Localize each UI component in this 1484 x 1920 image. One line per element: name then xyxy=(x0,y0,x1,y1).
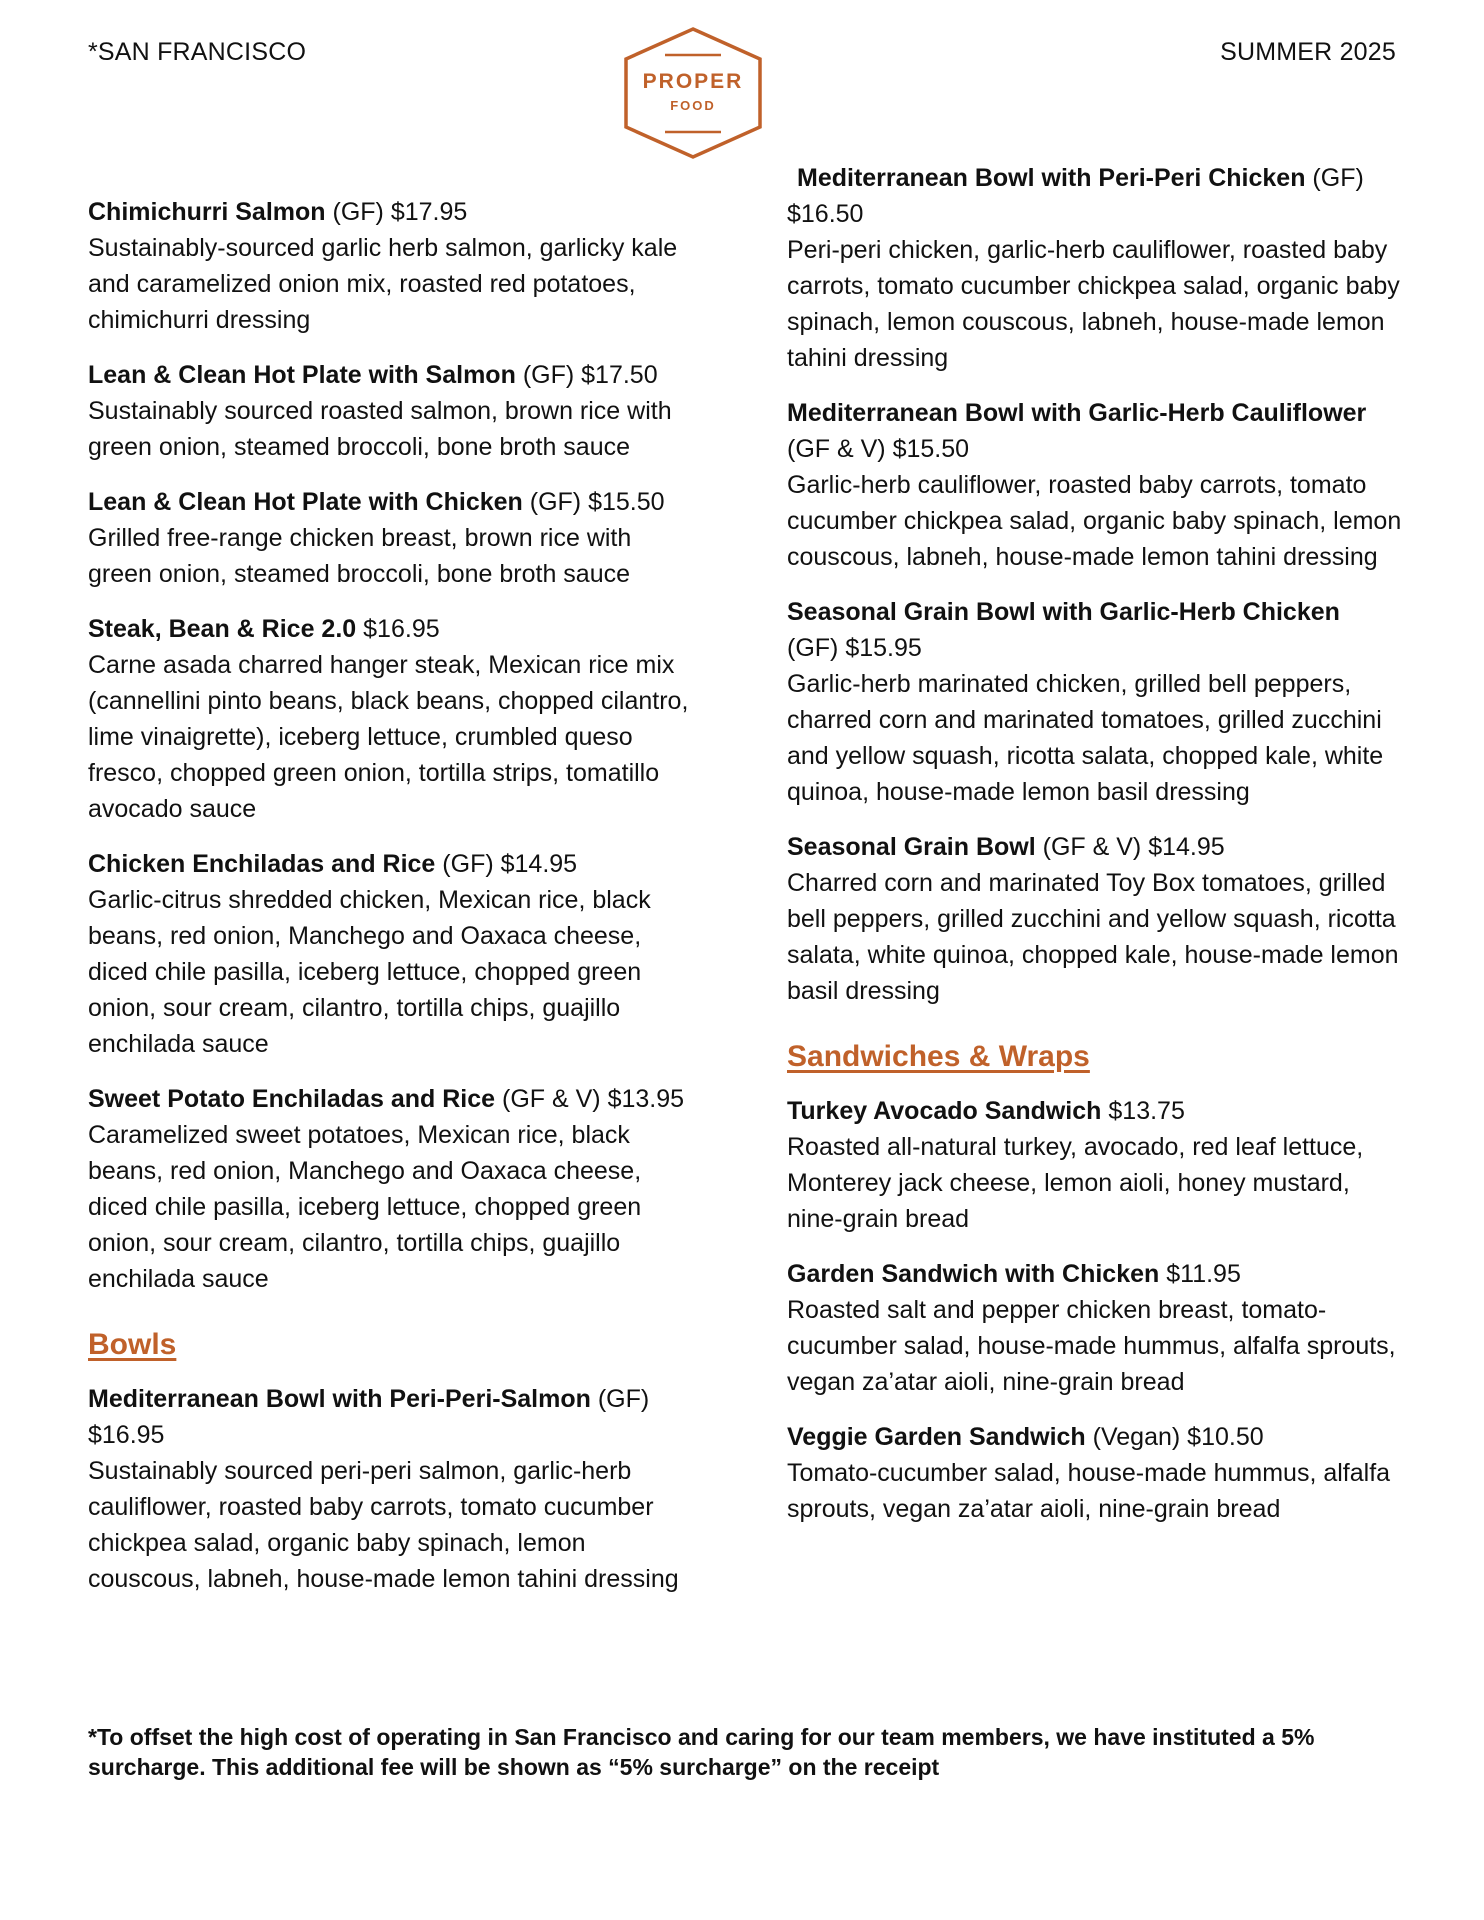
location-label: *SAN FRANCISCO xyxy=(88,38,307,66)
surcharge-footnote: *To offset the high cost of operating in San Francisco and caring for our team members, we have instituted a 5% surcharge. This additional fee will be shown as “5% surcharge” on the receipt xyxy=(88,1724,1315,1780)
right-menu-column xyxy=(787,160,1402,1546)
item-price: $16.95 xyxy=(363,615,440,643)
item-price: $13.75 xyxy=(1108,1097,1185,1125)
menu-item xyxy=(787,160,1402,376)
left-menu-column xyxy=(88,194,698,1616)
item-description: Roasted all-natural turkey, avocado, red leaf lettuce, Monterey jack cheese, lemon aioli, honey mustard, nine-grain bread xyxy=(787,1133,1364,1233)
menu-item xyxy=(787,1419,1402,1527)
menu-item xyxy=(88,846,698,1062)
menu-item xyxy=(88,611,698,827)
menu-item xyxy=(88,1081,698,1297)
menu-item xyxy=(88,1381,698,1597)
item-tag: (GF & V) xyxy=(787,435,886,463)
item-description: Sustainably sourced peri-peri salmon, garlic-herb cauliflower, roasted baby carrots, tomato cucumber chickpea salad, organic baby spinach, lemon couscous, labneh, house-made lemon tahini dressing xyxy=(88,1457,679,1593)
item-price: $16.50 xyxy=(787,200,864,228)
menu-item xyxy=(787,395,1402,575)
item-tag: (Vegan) xyxy=(1092,1423,1181,1451)
item-description: Carne asada charred hanger steak, Mexican rice mix (cannellini pinto beans, black beans, chopped cilantro, lime vinaigrette), iceberg lettuce, crumbled queso fresco, chopped green onion, tortilla strips, tomatillo avocado sauce xyxy=(88,651,689,823)
item-description: Caramelized sweet potatoes, Mexican rice, black beans, red onion, Manchego and Oaxaca cheese, diced chile pasilla, iceberg lettuce, chopped green onion, sour cream, cilantro, tortilla chips, guajillo enchilada sauce xyxy=(88,1121,642,1293)
item-price: $17.50 xyxy=(581,361,658,389)
menu-item xyxy=(88,484,698,592)
item-tag: (GF & V) xyxy=(502,1085,601,1113)
item-price: $10.50 xyxy=(1187,1423,1264,1451)
item-description: Grilled free-range chicken breast, brown rice with green onion, steamed broccoli, bone broth sauce xyxy=(88,524,632,588)
item-price: $14.95 xyxy=(1148,833,1225,861)
item-description: Garlic-herb cauliflower, roasted baby carrots, tomato cucumber chickpea salad, organic baby spinach, lemon couscous, labneh, house-made lemon tahini dressing xyxy=(787,471,1402,571)
item-name: Mediterranean Bowl with Peri-Peri-Salmon xyxy=(88,1385,591,1413)
item-price: $17.95 xyxy=(390,198,468,226)
menu-item xyxy=(787,829,1402,1009)
item-description: Charred corn and marinated Toy Box tomatoes, grilled bell peppers, grilled zucchini and yellow squash, ricotta salata, white quinoa, chopped kale, house-made lemon basil dressing xyxy=(787,869,1399,1005)
item-description: Garlic-herb marinated chicken, grilled bell peppers, charred corn and marinated tomatoes, grilled zucchini and yellow squash, ricotta salata, chopped kale, white quinoa, house-made lemon basil dressing xyxy=(787,670,1384,806)
item-description: Tomato-cucumber salad, house-made hummus, alfalfa sprouts, vegan za’atar aioli, nine-grain bread xyxy=(787,1459,1391,1523)
item-tag: (GF) xyxy=(597,1385,650,1413)
item-name: Steak, Bean & Rice 2.0 xyxy=(88,615,357,643)
item-name: Mediterranean Bowl with Garlic-Herb Cauliflower xyxy=(787,399,1367,427)
item-name: Chicken Enchiladas and Rice xyxy=(88,850,436,878)
section-title-sandwiches: Sandwiches & Wraps xyxy=(787,1040,1090,1073)
proper-food-logo xyxy=(620,26,766,160)
item-tag: (GF) xyxy=(332,198,384,226)
item-description: Roasted salt and pepper chicken breast, tomato-cucumber salad, house-made hummus, alfalfa sprouts, vegan za’atar aioli, nine-grain bread xyxy=(787,1296,1396,1396)
item-price: $13.95 xyxy=(607,1085,685,1113)
item-price: $15.50 xyxy=(588,488,665,516)
item-name: Sweet Potato Enchiladas and Rice xyxy=(88,1085,496,1113)
item-price: $16.95 xyxy=(88,1421,165,1449)
logo-word-food: FOOD xyxy=(670,98,716,113)
item-price: $15.50 xyxy=(892,435,970,463)
item-tag: (GF) xyxy=(529,488,582,516)
menu-item xyxy=(88,357,698,465)
menu-item xyxy=(787,1256,1402,1400)
menu-item xyxy=(787,1093,1402,1237)
item-name: Lean & Clean Hot Plate with Salmon xyxy=(88,361,516,389)
section-title-bowls: Bowls xyxy=(88,1328,177,1361)
season-label: SUMMER 2025 xyxy=(1220,38,1396,66)
item-price: $14.95 xyxy=(500,850,578,878)
item-name: Turkey Avocado Sandwich xyxy=(787,1097,1102,1125)
item-description: Sustainably sourced roasted salmon, brown rice with green onion, steamed broccoli, bone broth sauce xyxy=(88,397,672,461)
item-description: Peri-peri chicken, garlic-herb cauliflower, roasted baby carrots, tomato cucumber chickpea salad, organic baby spinach, lemon couscous, labneh, house-made lemon tahini dressing xyxy=(787,236,1400,372)
menu-item xyxy=(88,194,698,338)
item-tag: (GF) xyxy=(522,361,575,389)
item-name: Mediterranean Bowl with Peri-Peri Chicken xyxy=(797,164,1306,192)
item-tag: (GF) xyxy=(1312,164,1364,192)
item-tag: (GF) xyxy=(442,850,494,878)
item-description: Garlic-citrus shredded chicken, Mexican rice, black beans, red onion, Manchego and Oaxaca cheese, diced chile pasilla, iceberg lettuce, chopped green onion, sour cream, cilantro, tortilla chips, guajillo enchilada sauce xyxy=(88,886,651,1058)
item-name: Garden Sandwich with Chicken xyxy=(787,1260,1160,1288)
item-name: Chimichurri Salmon xyxy=(88,198,326,226)
item-price: $11.95 xyxy=(1166,1260,1241,1288)
item-name: Seasonal Grain Bowl xyxy=(787,833,1036,861)
logo-word-proper: PROPER xyxy=(642,70,744,93)
item-name: Lean & Clean Hot Plate with Chicken xyxy=(88,488,523,516)
item-name: Seasonal Grain Bowl with Garlic-Herb Chicken xyxy=(787,598,1340,626)
item-tag: (GF & V) xyxy=(1042,833,1142,861)
item-name: Veggie Garden Sandwich xyxy=(787,1423,1086,1451)
menu-item xyxy=(787,594,1402,810)
item-description: Sustainably-sourced garlic herb salmon, garlicky kale and caramelized onion mix, roasted red potatoes, chimichurri dressing xyxy=(88,234,678,334)
item-tag: (GF) xyxy=(787,634,839,662)
item-price: $15.95 xyxy=(845,634,922,662)
